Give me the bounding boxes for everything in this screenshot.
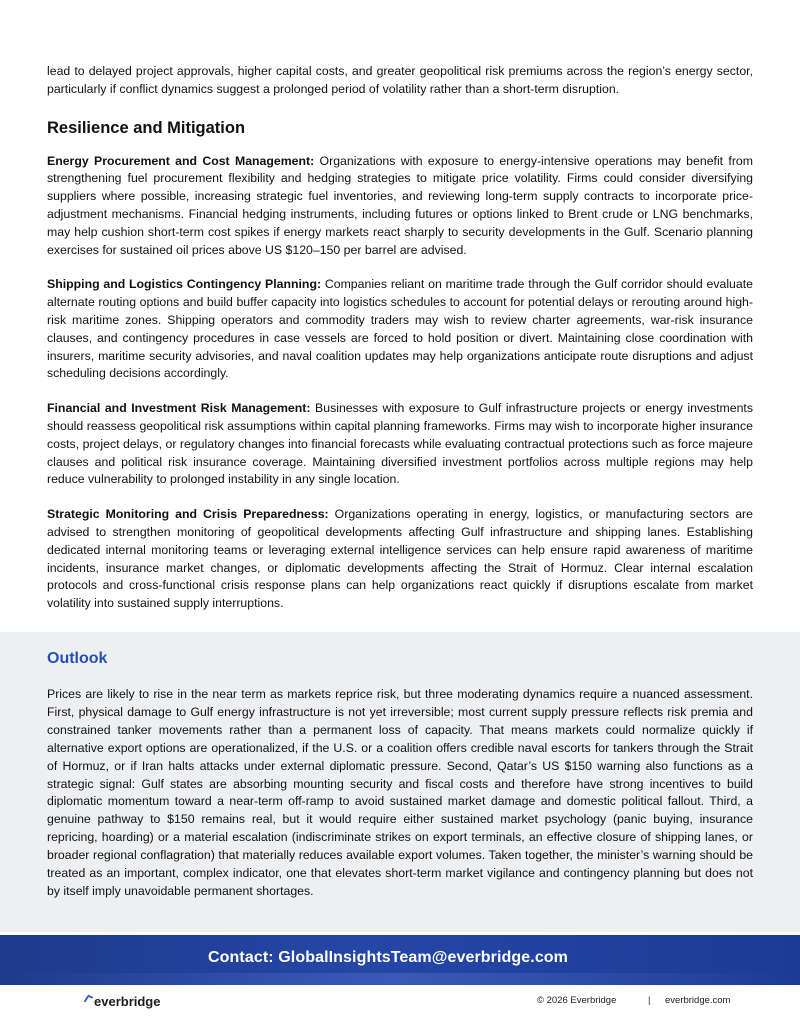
footer-separator: |: [648, 995, 651, 1006]
website-link[interactable]: everbridge.com: [665, 995, 731, 1006]
everbridge-logo-icon: [84, 994, 93, 1003]
contact-banner: [0, 935, 800, 985]
outlook-paragraph: Prices are likely to rise in the near term as markets reprice risk, but three moderating dynamics require a nuanced assessment. First, physical damage to Gulf energy infrastructure is not yet irreversible; most current supply pressure reflects risk premia and constrained tanker movements rather than a permanent loss of capacity. That means markets could normalize quickly if alternative export options are operationalized, if the U.S. or a coalition offers credible naval escorts for tankers through the Strait of Hormuz, or if Iran halts attacks under external diplomatic pressure. Second, Qatar’s US $150 warning also functions as a strategic signal: Gulf states are absorbing mounting security and fiscal costs and therefore have strong incentives to build diplomatic momentum toward a near-term off-ramp to avoid sustained market damage and domestic political fallout. Third, a genuine pathway to $150 remains real, but it would require either sustained market psychology (panic buying, insurance repricing, hoarding) or a material escalation (indiscriminate strikes on export terminals, an effective closure of shipping lanes, or broader regional conflagration) that materially reduces available export volumes. Taken together, the minister’s warning should be treated as an important, complex indicator, one that elevates short-term market vigilance and contingency planning but does not by itself imply unavoidable permanent shortages.: [47, 687, 753, 898]
section-title-resilience: Resilience and Mitigation: [47, 118, 246, 137]
paragraph-heading: Energy Procurement and Cost Management:: [47, 153, 315, 168]
paragraph-body: Businesses with exposure to Gulf infrastructure projects or energy investments should reassess geopolitical risk assumptions within capital planning frameworks. Firms may wish to incorporate higher insurance costs, project delays, or regulatory changes into financial forecasts while evaluating contractual protections such as force majeure clauses and political risk insurance coverage. Maintaining diversified investment portfolios across multiple regions may help reduce vulnerability to prolonged instability in any single location.: [47, 401, 753, 487]
paragraph-shipping-logistics: [47, 276, 753, 383]
page-footer: [0, 985, 800, 1035]
banner-decoration: [0, 973, 800, 985]
intro-paragraph: lead to delayed project approvals, higher capital costs, and greater geopolitical risk premiums across the region’s energy sector, particularly if conflict dynamics suggest a prolonged period of volatility rather than a short-term disruption.: [47, 64, 753, 96]
paragraph-heading: Financial and Investment Risk Management:: [47, 401, 311, 416]
section-title-outlook: Outlook: [47, 650, 108, 667]
paragraph-energy-procurement: [47, 153, 753, 260]
paragraph-body: Organizations with exposure to energy-intensive operations may benefit from strengthening fuel procurement flexibility and hedging strategies to mitigate price volatility. Firms could consider diversifying suppliers where possible, increasing strategic fuel inventories, and reviewing long-term supply contracts to incorporate price-adjustment mechanisms. Financial hedging instruments, including futures or options linked to Brent crude or LNG benchmarks, may help cushion short-term cost spikes if energy markets react sharply to security developments in the Gulf. Scenario planning exercises for sustained oil prices above US $120–150 per barrel are advised.: [47, 153, 753, 257]
paragraph-heading: Shipping and Logistics Contingency Planning:: [47, 277, 322, 292]
paragraph-heading: Strategic Monitoring and Crisis Preparedness:: [47, 507, 329, 522]
logo-text: everbridge: [94, 994, 161, 1009]
paragraph-financial-investment: [47, 400, 753, 489]
paragraph-body: Organizations operating in energy, logistics, or manufacturing sectors are advised to strengthen monitoring of geopolitical developments affecting Gulf infrastructure and shipping lanes. Establishing dedicated internal monitoring teams or leveraging external intelligence services can help ensure rapid awareness of maritime incidents, insurance market changes, or diplomatic developments affecting the Strait of Hormuz. Clear internal escalation protocols and cross-functional crisis response plans can help organizations react quickly if disruptions escalate from market volatility into sustained supply interruptions.: [47, 507, 753, 611]
outlook-section: [0, 632, 800, 932]
copyright-text: © 2026 Everbridge: [537, 995, 617, 1006]
everbridge-logo: [84, 994, 160, 1009]
paragraph-body: Companies reliant on maritime trade through the Gulf corridor should evaluate alternate routing options and build buffer capacity into logistics schedules to account for potential delays or rerouting around high-risk maritime zones. Shipping operators and commodity traders may wish to review charter agreements, war-risk insurance clauses, and contingency procedures in case vessels are forced to hold position or divert. Maintaining close coordination with insurers, maritime security advisories, and naval coalition updates may help organizations anticipate route disruptions and adjust scheduling decisions accordingly.: [47, 277, 753, 381]
paragraph-strategic-monitoring: [47, 506, 753, 613]
contact-email-link[interactable]: Contact: GlobalInsightsTeam@everbridge.com: [208, 949, 569, 966]
